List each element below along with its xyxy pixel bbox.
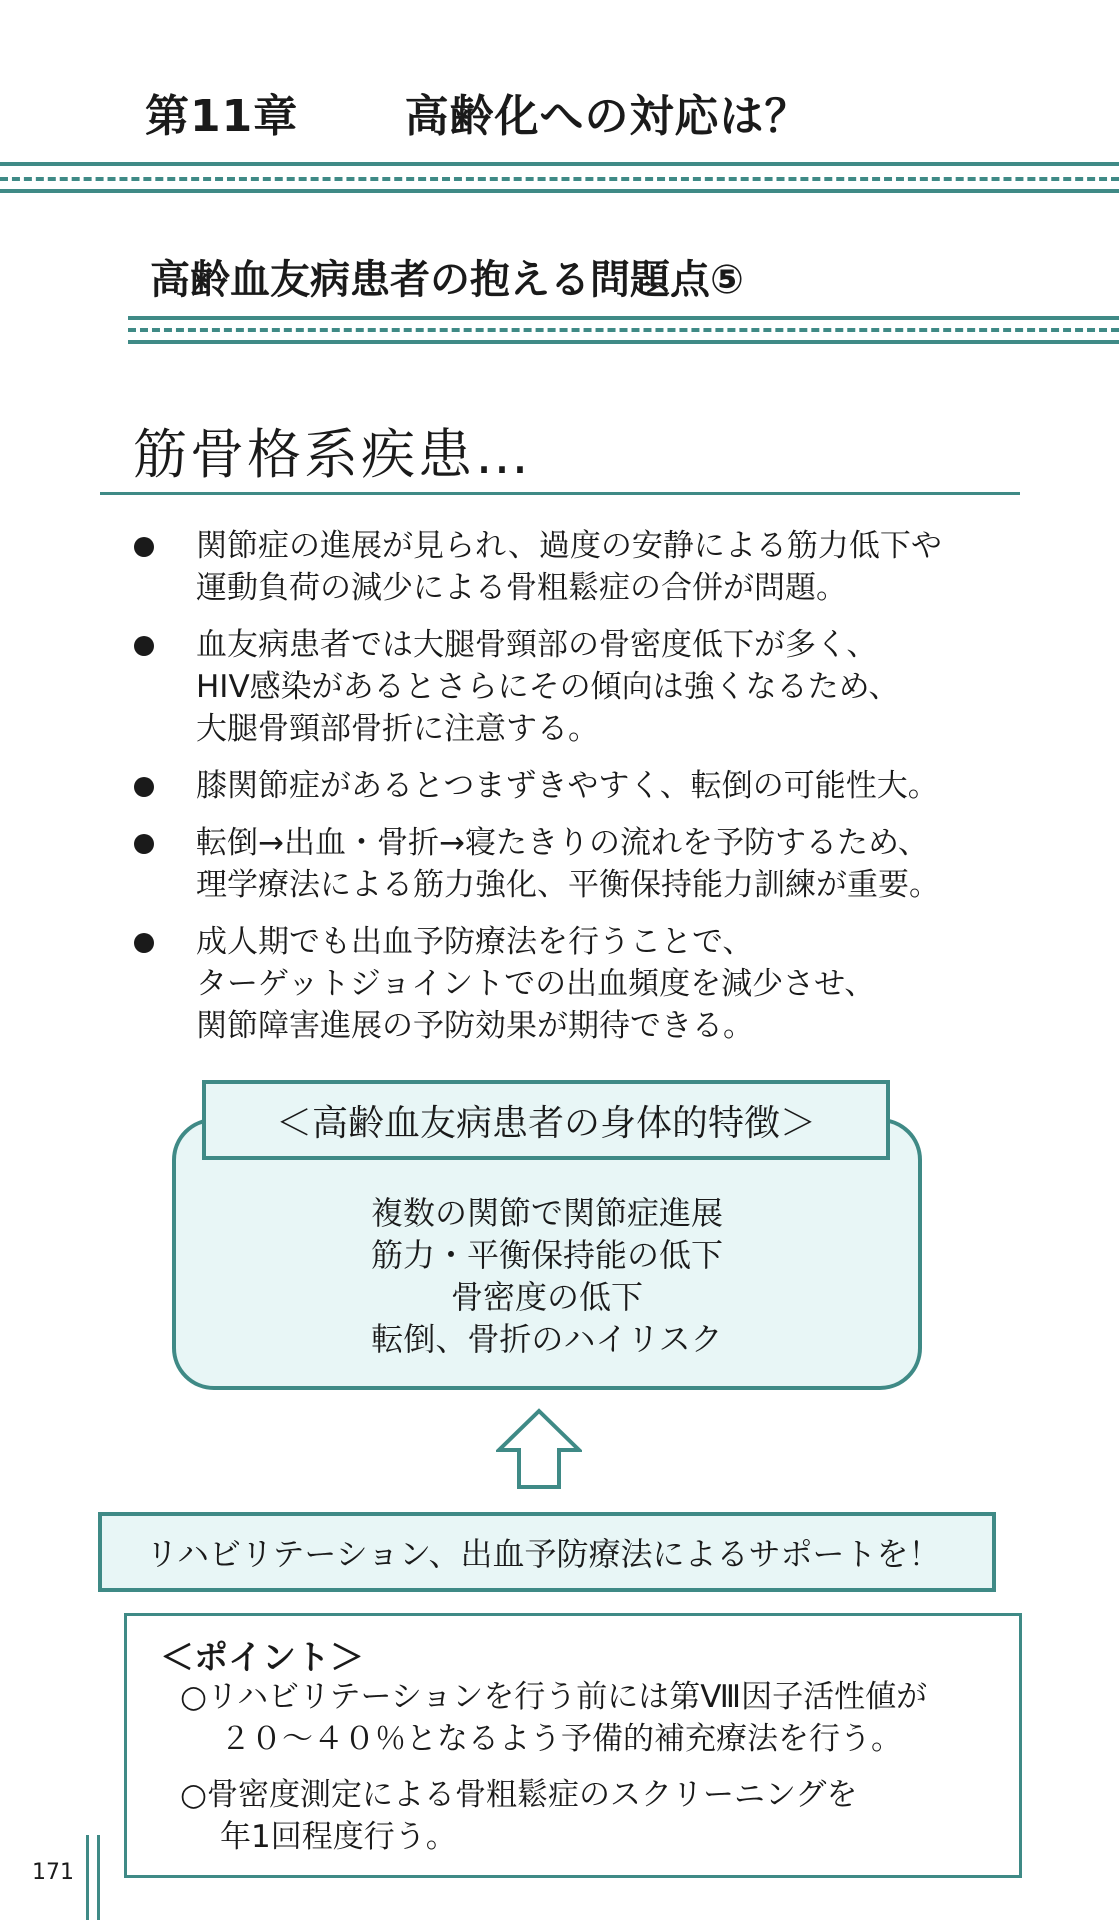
chapter-heading bbox=[145, 80, 810, 144]
chapter-title: 高齢化への対応は？ bbox=[404, 91, 810, 142]
point-title: ＜ポイント＞ bbox=[160, 1638, 364, 1678]
bullet-dot-icon bbox=[134, 834, 154, 854]
list-item: 膝関節症があるとつまずきやすく、転倒の可能性大。 bbox=[130, 765, 1030, 807]
point-item: ○リハビリテーションを行う前には第Ⅷ因子活性値が ２０～４０％となるよう予備的補充療法を行う。 bbox=[180, 1679, 928, 1757]
list-item: 転倒→出血・骨折→寝たきりの流れを予防するため、 理学療法による筋力強化、平衡保持能力訓練が重要。 bbox=[130, 822, 1030, 906]
point-item: ○骨密度測定による骨粗鬆症のスクリーニングを 年1回程度行う。 bbox=[180, 1777, 858, 1855]
chapter-number: 第11章 bbox=[145, 91, 299, 142]
point-items bbox=[180, 1676, 1010, 1872]
bullet-dot-icon bbox=[134, 537, 154, 557]
margin-bar-right bbox=[97, 1835, 100, 1920]
list-item: 血友病患者では大腿骨頸部の骨密度低下が多く、 HIV感染があるとさらにその傾向は強くなるため、 大腿骨頸部骨折に注意する。 bbox=[130, 624, 1030, 750]
up-arrow-icon bbox=[496, 1408, 582, 1490]
bullet-dot-icon bbox=[134, 933, 154, 953]
list-item: 成人期でも出血予防療法を行うことで、 ターゲットジョイントでの出血頻度を減少させ、 関節障害進展の予防効果が期待できる。 bbox=[130, 921, 1030, 1047]
section-rule-top bbox=[128, 316, 1119, 320]
feature-line: 転倒、骨折のハイリスク bbox=[371, 1320, 723, 1358]
support-box: リハビリテーション、出血予防療法によるサポートを！ bbox=[98, 1512, 996, 1592]
margin-bar-left bbox=[86, 1835, 89, 1920]
feature-title: ＜高齢血友病患者の身体的特徴＞ bbox=[202, 1080, 890, 1160]
topic-title: 筋骨格系疾患… bbox=[133, 423, 532, 486]
section-rule-dashed bbox=[128, 328, 1119, 332]
bullet-dot-icon bbox=[134, 636, 154, 656]
section-title: 高齢血友病患者の抱える問題点⑤ bbox=[150, 257, 744, 303]
header-rule-top bbox=[0, 162, 1119, 166]
topic-rule bbox=[100, 492, 1020, 495]
list-item: 関節症の進展が見られ、過度の安静による筋力低下や 運動負荷の減少による骨粗鬆症の合併が問題。 bbox=[130, 525, 1030, 609]
feature-line: 筋力・平衡保持能の低下 bbox=[370, 1236, 723, 1274]
feature-lines bbox=[172, 1192, 922, 1360]
section-rule-bottom bbox=[128, 340, 1119, 344]
feature-line: 骨密度の低下 bbox=[450, 1278, 643, 1316]
page-number: 171 bbox=[32, 1860, 74, 1885]
bullet-list bbox=[130, 525, 1030, 1062]
header-rule-dashed bbox=[0, 177, 1119, 181]
header-rule-bottom bbox=[0, 189, 1119, 193]
feature-line: 複数の関節で関節症進展 bbox=[370, 1194, 723, 1232]
bullet-dot-icon bbox=[134, 777, 154, 797]
